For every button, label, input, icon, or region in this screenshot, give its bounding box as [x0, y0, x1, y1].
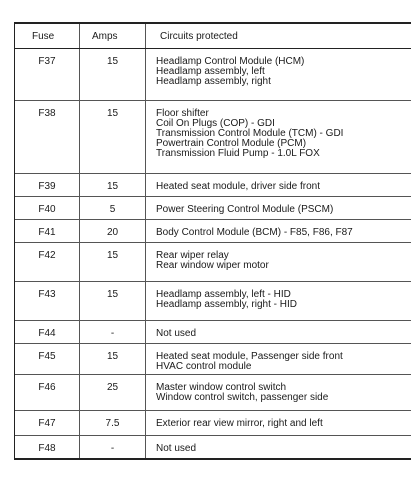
amps-cell: 15: [80, 174, 146, 196]
circuit-line: Master window control switch: [156, 382, 287, 393]
circuit-line: Heated seat module, driver side front: [156, 181, 320, 192]
circuit-line: Headlamp assembly, right: [156, 76, 271, 87]
fuse-cell: F44: [15, 321, 80, 343]
circuit-line: Exterior rear view mirror, right and left: [156, 418, 323, 429]
circuit-line: Not used: [156, 328, 197, 339]
circuit-line: Transmission Fluid Pump - 1.0L FOX: [156, 148, 320, 159]
amps-cell: 25: [80, 375, 146, 410]
circuits-cell: [146, 375, 411, 410]
circuit-line: Transmission Control Module (TCM) - GDI: [156, 128, 344, 139]
circuits-cell: [146, 197, 411, 219]
fuse-cell: F48: [15, 436, 80, 458]
circuit-line: Window control switch, passenger side: [156, 392, 329, 403]
amps-cell: 15: [80, 101, 146, 173]
circuit-line: Headlamp assembly, right - HID: [156, 299, 297, 310]
circuit-line: Coil On Plugs (COP) - GDI: [156, 118, 275, 129]
fuse-cell: F37: [15, 49, 80, 100]
header-amps: Amps: [80, 24, 146, 48]
circuit-line: Headlamp Control Module (HCM): [156, 56, 305, 67]
table-row: [15, 197, 411, 220]
amps-cell: 15: [80, 243, 146, 281]
circuits-cell: [146, 411, 411, 435]
circuit-line: Rear wiper relay: [156, 250, 229, 261]
fuse-cell: F39: [15, 174, 80, 196]
fuse-cell: F41: [15, 220, 80, 242]
table-header-row: [15, 24, 411, 49]
circuits-cell: [146, 344, 411, 374]
fuse-cell: F46: [15, 375, 80, 410]
circuits-cell: [146, 243, 411, 281]
circuit-line: Heated seat module, Passenger side front: [156, 351, 343, 362]
fuse-cell: F45: [15, 344, 80, 374]
amps-cell: -: [80, 321, 146, 343]
circuit-line: Body Control Module (BCM) - F85, F86, F87: [156, 227, 353, 238]
table-row: [15, 411, 411, 436]
circuit-line: Rear window wiper motor: [156, 260, 269, 271]
circuits-cell: [146, 220, 411, 242]
header-circuits: Circuits protected: [160, 31, 238, 42]
fuse-table: [14, 22, 411, 460]
table-row: [15, 49, 411, 101]
amps-cell: -: [80, 436, 146, 458]
circuit-line: Powertrain Control Module (PCM): [156, 138, 307, 149]
table-row: [15, 174, 411, 197]
fuse-cell: F43: [15, 282, 80, 320]
circuit-line: Headlamp assembly, left: [156, 66, 265, 77]
circuit-line: Headlamp assembly, left - HID: [156, 289, 291, 300]
fuse-cell: F47: [15, 411, 80, 435]
circuits-cell: [146, 174, 411, 196]
circuit-line: Not used: [156, 443, 197, 454]
table-row: [15, 101, 411, 174]
circuit-line: HVAC control module: [156, 361, 252, 372]
table-row: [15, 220, 411, 243]
fuse-cell: F42: [15, 243, 80, 281]
circuit-line: Floor shifter: [156, 108, 209, 119]
table-body: [15, 49, 411, 458]
amps-cell: 15: [80, 49, 146, 100]
circuits-cell: [146, 282, 411, 320]
table-row: [15, 436, 411, 458]
circuits-cell: [146, 49, 411, 100]
circuits-cell: [146, 321, 411, 343]
amps-cell: 5: [80, 197, 146, 219]
table-row: [15, 282, 411, 321]
table-row: [15, 375, 411, 411]
table-row: [15, 243, 411, 282]
amps-cell: 15: [80, 344, 146, 374]
amps-cell: 15: [80, 282, 146, 320]
amps-cell: 20: [80, 220, 146, 242]
amps-cell: 7.5: [80, 411, 146, 435]
table-row: [15, 321, 411, 344]
header-fuse: Fuse: [15, 24, 80, 48]
circuits-cell: [146, 436, 411, 458]
circuits-cell: [146, 101, 411, 173]
fuse-cell: F38: [15, 101, 80, 173]
table-row: [15, 344, 411, 375]
circuit-line: Power Steering Control Module (PSCM): [156, 204, 334, 215]
fuse-cell: F40: [15, 197, 80, 219]
